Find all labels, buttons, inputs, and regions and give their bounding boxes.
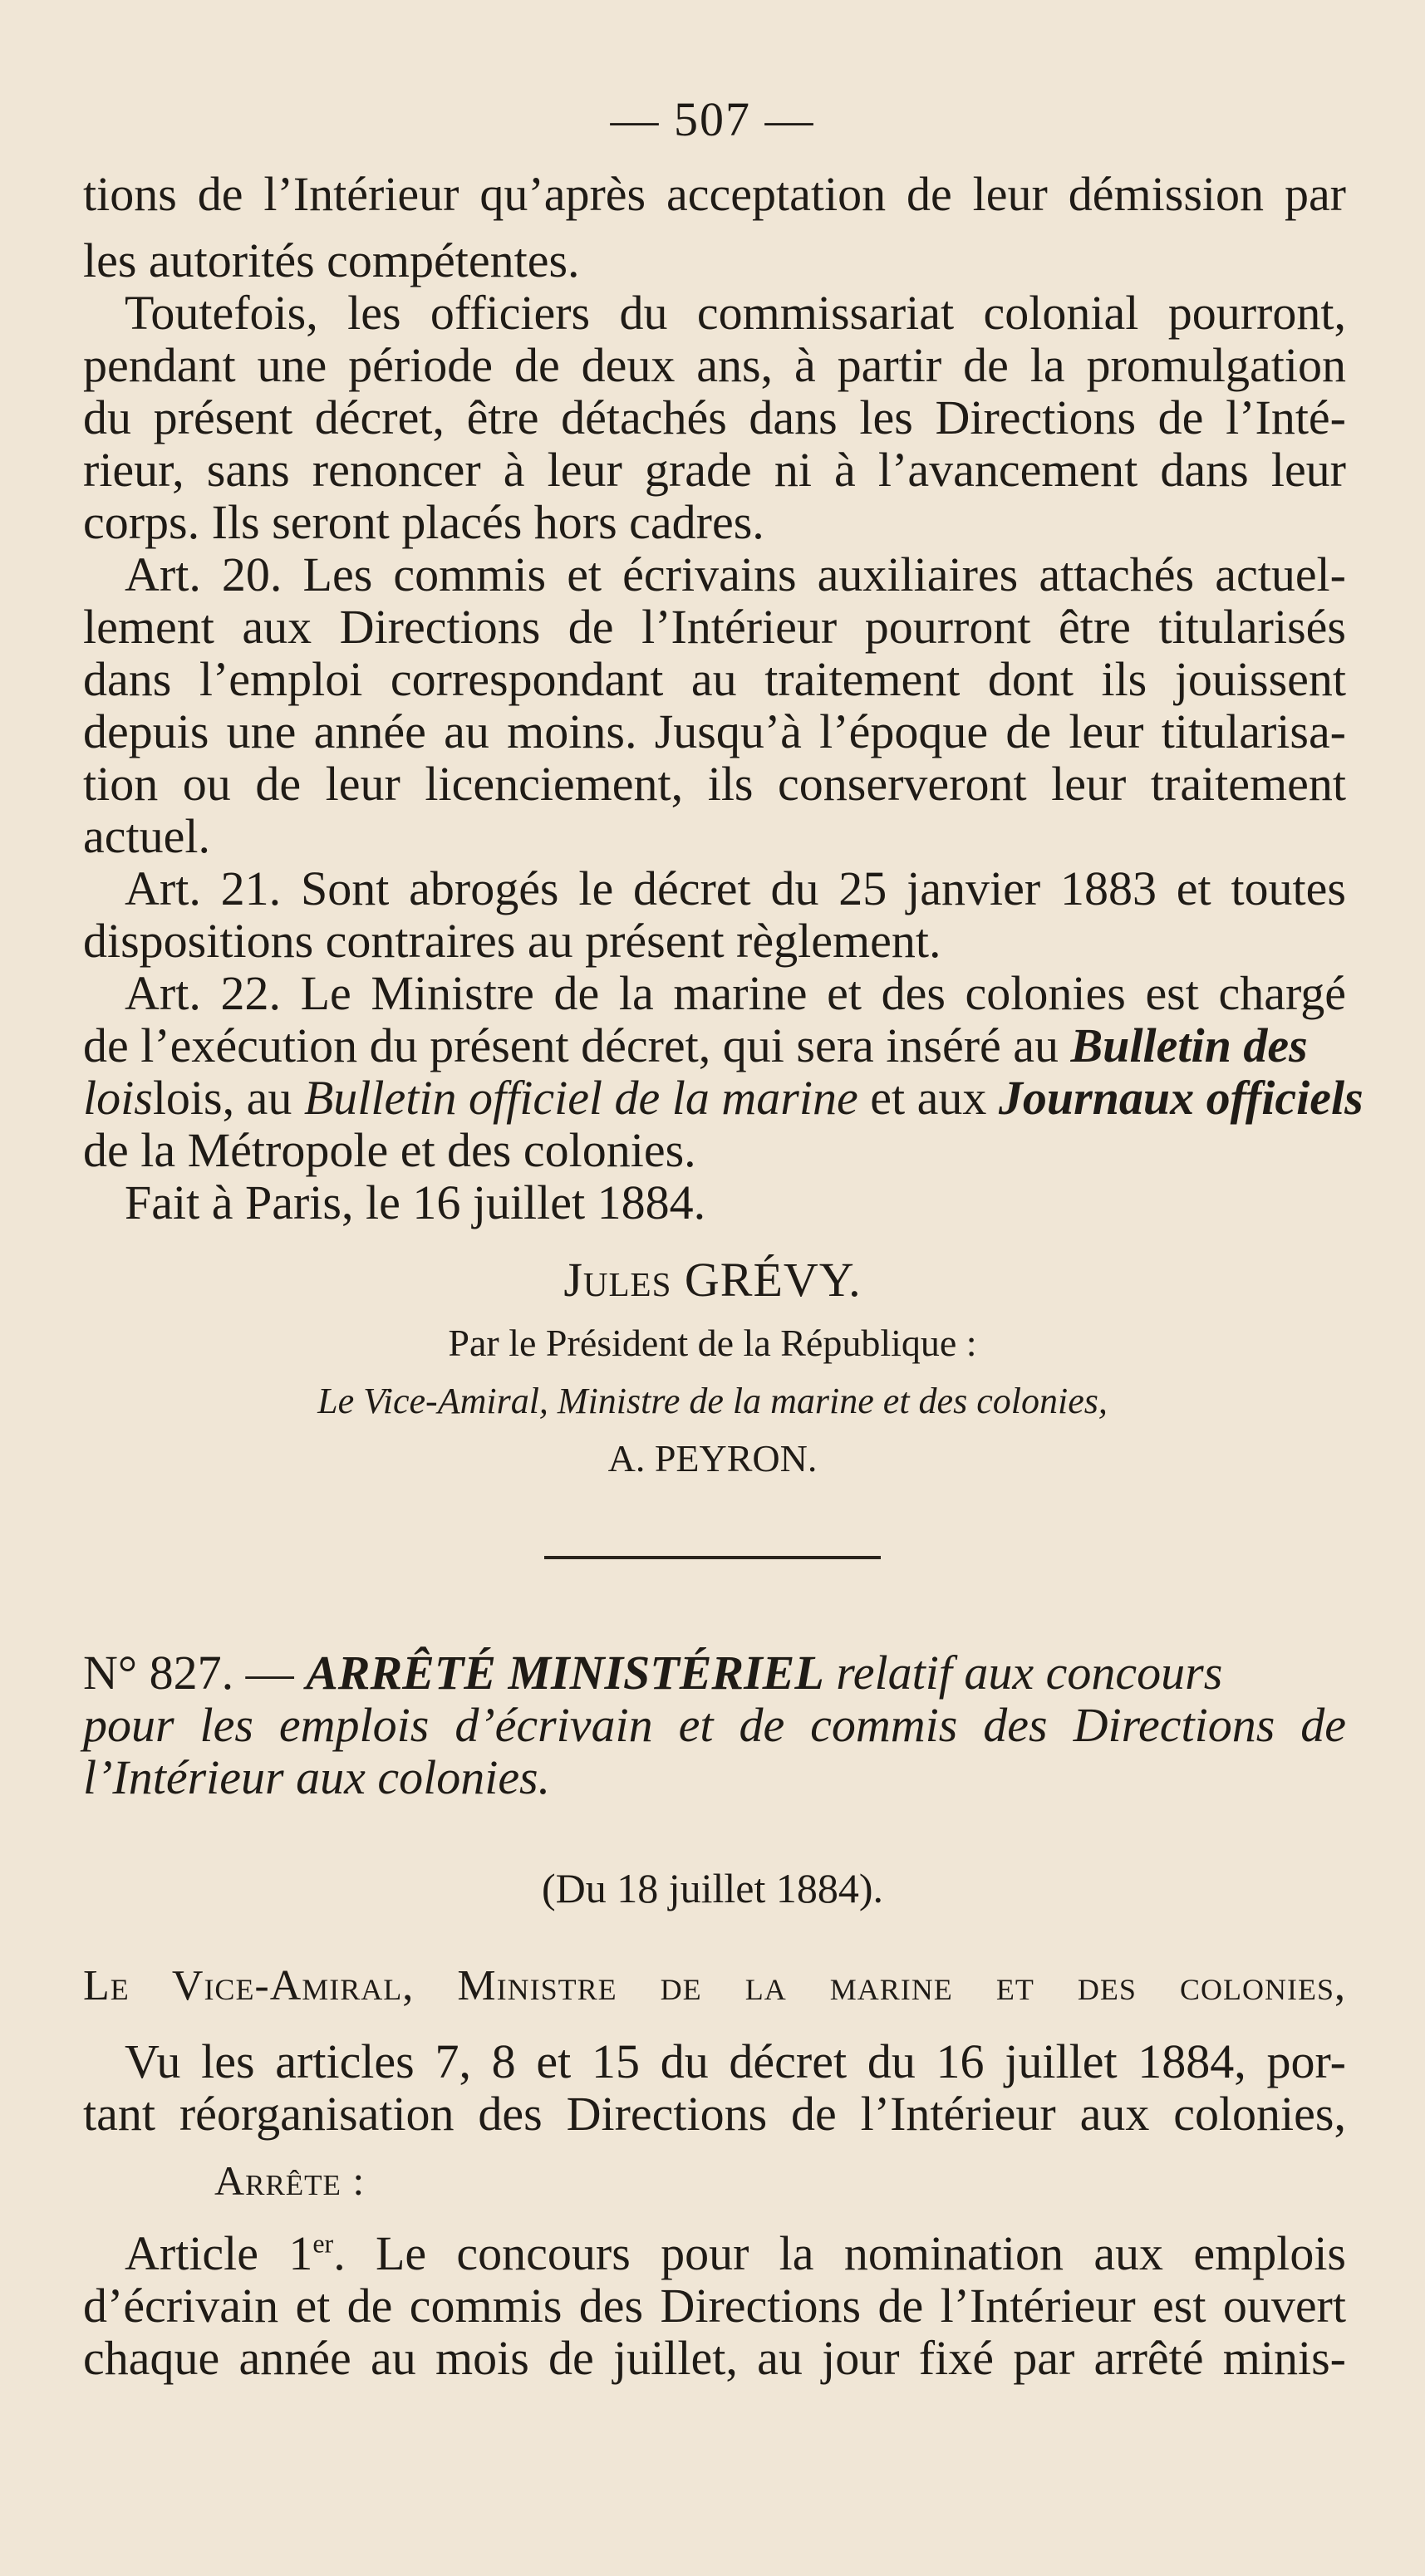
article-1-rest: . Le concours pour la nomination aux emplois (333, 2226, 1346, 2280)
text-span: lois, au (152, 1071, 304, 1125)
text-line: rieur, sans renoncer à leur grade ni à l’avancement dans leur (83, 443, 1346, 497)
article-20-line: Art. 20. Les commis et écrivains auxiliaires attachés actuel- (125, 547, 1346, 601)
arrete-issuer: Le Vice-Amiral, Ministre de la marine et des colonies, (83, 1962, 1346, 2009)
arrete-title: ARRÊTÉ MINISTÉRIEL (306, 1646, 824, 1700)
vu-line: tant réorganisation des Directions de l’Intérieur aux colonies, (83, 2087, 1346, 2141)
article-1-line (125, 2226, 1346, 2280)
text-line-with-italic (83, 1071, 1364, 1125)
text-span: et aux (857, 1071, 999, 1125)
text-line: dispositions contraires au présent règlement. (83, 914, 941, 968)
text-line: de la Métropole et des colonies. (83, 1123, 696, 1177)
text-line: actuel. (83, 809, 210, 863)
italic-text: lois (83, 1071, 153, 1125)
page-number: — 507 — (610, 92, 815, 146)
text-line: corps. Ils seront placés hors cadres. (83, 495, 764, 549)
arrete-heading (83, 1646, 1346, 1700)
vu-line: Vu les articles 7, 8 et 15 du décret du 16 juillet 1884, por- (125, 2034, 1346, 2088)
text-line: Toutefois, les officiers du commissariat colonial pourront, (125, 286, 1346, 340)
arrete-title-rest: relatif aux concours (823, 1646, 1223, 1700)
text-line: dans l’emploi correspondant au traitement dont ils jouissent (83, 652, 1346, 706)
text-line: lement aux Directions de l’Intérieur pourront être titularisés (83, 600, 1346, 654)
text-line: tions de l’Intérieur qu’après acceptation de leur démission par (83, 167, 1346, 221)
article-22-line: Art. 22. Le Ministre de la marine et des colonies est chargé (125, 966, 1346, 1020)
arrete-heading-line: pour les emplois d’écrivain et de commis des Directions de (83, 1698, 1346, 1752)
date-line: Fait à Paris, le 16 juillet 1884. (125, 1175, 706, 1229)
text-line-with-italic (83, 1018, 1346, 1072)
text-line: les autorités compétentes. (83, 233, 580, 287)
signature-name: Jules GRÉVY. (563, 1253, 862, 1307)
article-1-sup: er (312, 2228, 334, 2259)
italic-text: Bulletin officiel de la marine (303, 1071, 858, 1125)
arrete-label: Arrête : (214, 2157, 366, 2204)
text-line: chaque année au mois de juillet, au jour fixé par arrêté minis- (83, 2331, 1346, 2385)
signature-minister: A. PEYRON. (607, 1437, 818, 1479)
signature-par: Par le Président de la République : (448, 1322, 977, 1364)
separator-rule (544, 1556, 881, 1559)
text-line: d’écrivain et de commis des Directions de l’Intérieur est ouvert (83, 2279, 1346, 2333)
arrete-heading-line: l’Intérieur aux colonies. (83, 1750, 551, 1804)
text-line: du présent décret, être détachés dans les Directions de l’Inté- (83, 390, 1346, 444)
article-1-prefix: Article 1 (125, 2226, 313, 2280)
italic-text: Bulletin des (1070, 1018, 1308, 1072)
signature-title: Le Vice-Amiral, Ministre de la marine et des colonies, (317, 1381, 1108, 1421)
arrete-number: N° 827. — (83, 1646, 307, 1700)
italic-text: Journaux officiels (998, 1071, 1364, 1125)
text-line: depuis une année au moins. Jusqu’à l’époque de leur titularisa- (83, 704, 1346, 758)
article-21-line: Art. 21. Sont abrogés le décret du 25 janvier 1883 et toutes (125, 861, 1346, 915)
text-span: de l’exécution du présent décret, qui sera inséré au (83, 1018, 1071, 1072)
text-line: pendant une période de deux ans, à partir de la promulgation (83, 338, 1346, 392)
text-line: tion ou de leur licenciement, ils conserveront leur traitement (83, 757, 1346, 811)
arrete-date: (Du 18 juillet 1884). (541, 1865, 884, 1911)
